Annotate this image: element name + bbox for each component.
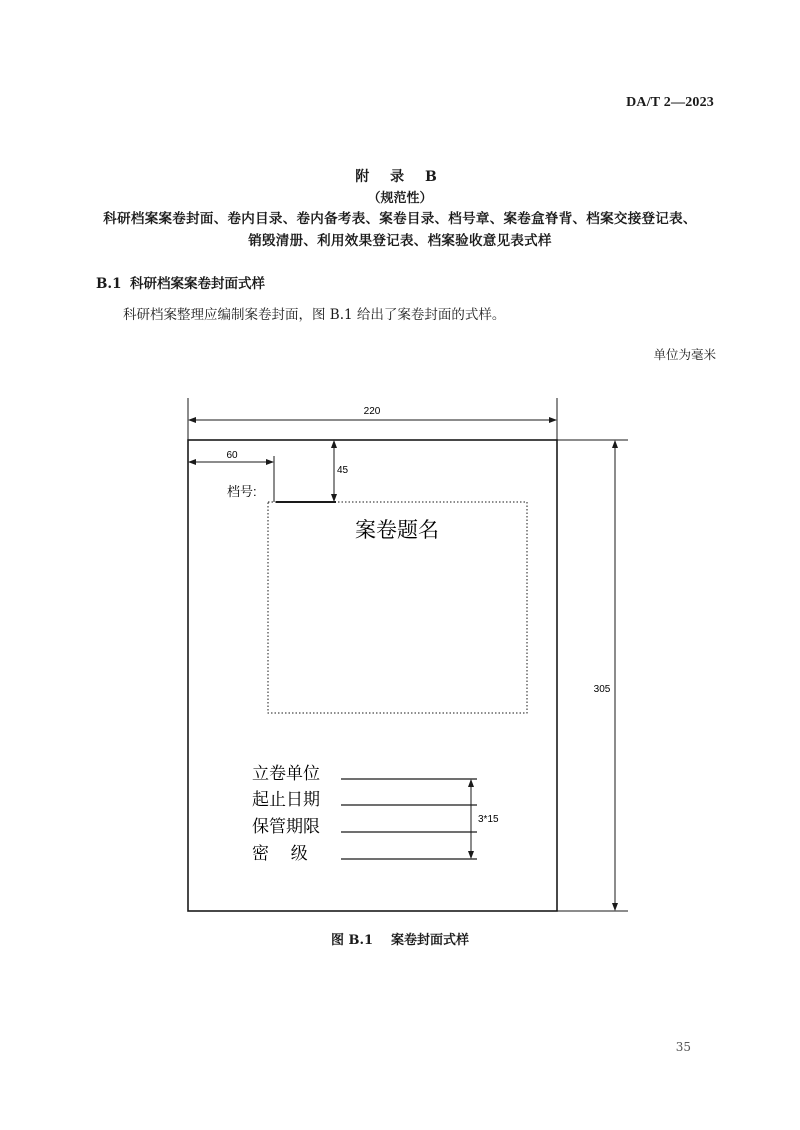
appendix-nature: （规范性） — [367, 191, 433, 206]
page-number: 35 — [675, 1040, 691, 1054]
unit-note: 单位为毫米 — [653, 347, 716, 362]
archive-number-label: 档号: — [227, 484, 257, 499]
appendix-subtitle-line2: 销毁清册、利用效果登记表、档案验收意见表式样 — [248, 233, 552, 249]
field-spacing-label: 3*15 — [478, 814, 499, 825]
field-label-unit: 立卷单位 — [252, 764, 320, 783]
appendix-subtitle-line1: 科研档案案卷封面、卷内目录、卷内备考表、案卷目录、档号章、案卷盒脊背、档案交接登记表、 — [103, 211, 697, 227]
title-box-label: 案卷题名 — [355, 519, 439, 542]
standard-code: DA/T 2—2023 — [626, 95, 714, 110]
height-dimension-label: 305 — [593, 684, 611, 695]
body-paragraph: 科研档案整理应编制案卷封面，图 B.1 给出了案卷封面的式样。 — [123, 307, 506, 323]
left-offset-label: 60 — [226, 450, 238, 461]
section-title: 科研档案案卷封面式样 — [130, 276, 265, 292]
figure-caption — [0, 929, 800, 948]
field-label-security: 密 级 — [252, 844, 308, 863]
field-label-retention: 保管期限 — [252, 817, 320, 836]
figure-title: 案卷封面式样 — [391, 933, 470, 948]
field-label-dates: 起止日期 — [252, 790, 320, 809]
figure-number: 图 B.1 — [330, 933, 374, 948]
section-number: B.1 — [96, 276, 122, 292]
appendix-title: 附 录 B — [355, 169, 445, 185]
top-offset-label: 45 — [337, 465, 349, 476]
cover-outline — [188, 440, 557, 911]
width-dimension-label: 220 — [363, 406, 381, 417]
